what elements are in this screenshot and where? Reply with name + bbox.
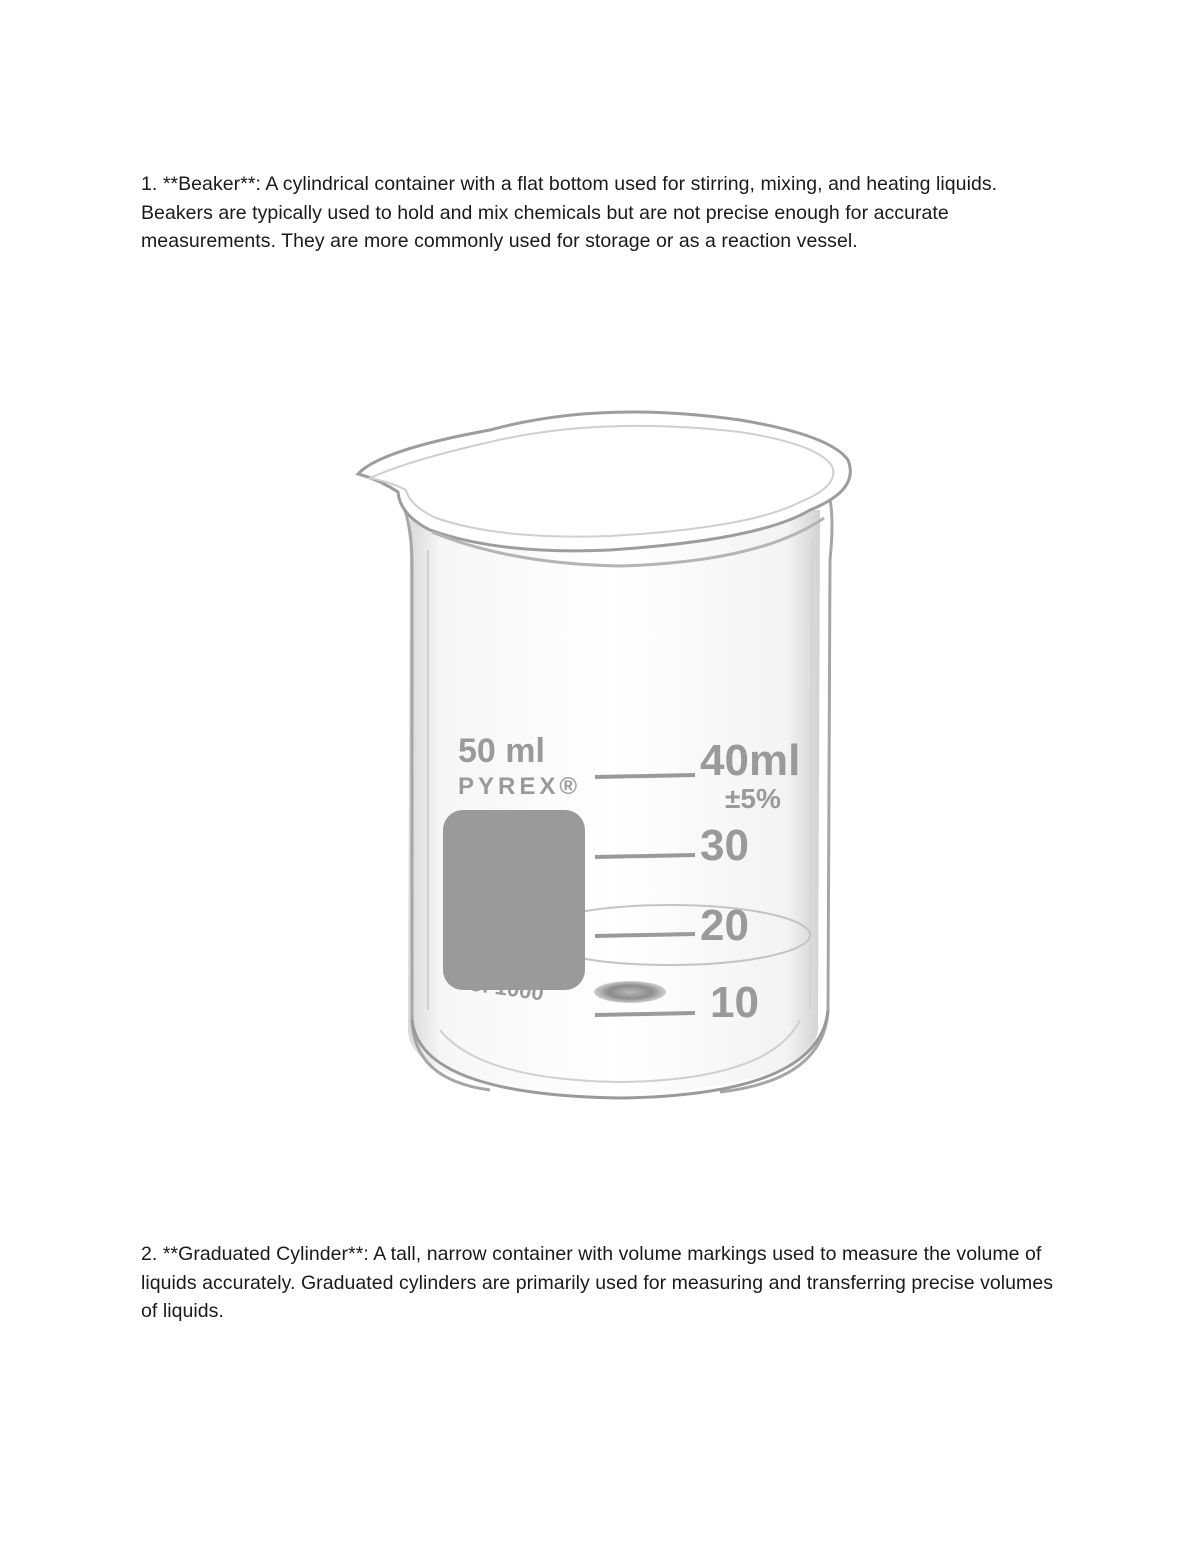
beaker-illustration: [340, 390, 870, 1110]
graduation-label-20: 20: [700, 901, 749, 950]
graduation-line-30: [595, 855, 695, 857]
graduation-label-10: 10: [710, 978, 759, 1027]
tolerance-label: ±5%: [725, 783, 781, 814]
brand-label: PYREX®: [458, 773, 582, 800]
beaker-description: 1. **Beaker**: A cylindrical container with a flat bottom used for stirring, mixing, and heating liquids. Beakers are typically used to hold and mix chemicals but are not precise enough for accurate measurements. They are more commonly used for storage or as a reaction vessel.: [141, 173, 998, 252]
graduation-label-30: 30: [700, 821, 749, 870]
graduated-cylinder-description: 2. **Graduated Cylinder**: A tall, narrow container with volume markings used to measure the volume of liquids accurately. Graduated cylinders are primarily used for measuring and transferring precise volumes of liquids.: [141, 1243, 1054, 1322]
graduation-line-20: [595, 934, 695, 936]
capacity-label: 50 ml: [458, 732, 545, 770]
beaker-image: [340, 390, 870, 1110]
graduation-line-40: [595, 775, 695, 777]
graduation-label-40: 40ml: [700, 736, 801, 785]
graduation-line-10: [595, 1013, 695, 1015]
base-dimple: [594, 981, 666, 1003]
model-label: No. 1000: [452, 968, 546, 1006]
writing-patch: [443, 810, 585, 990]
